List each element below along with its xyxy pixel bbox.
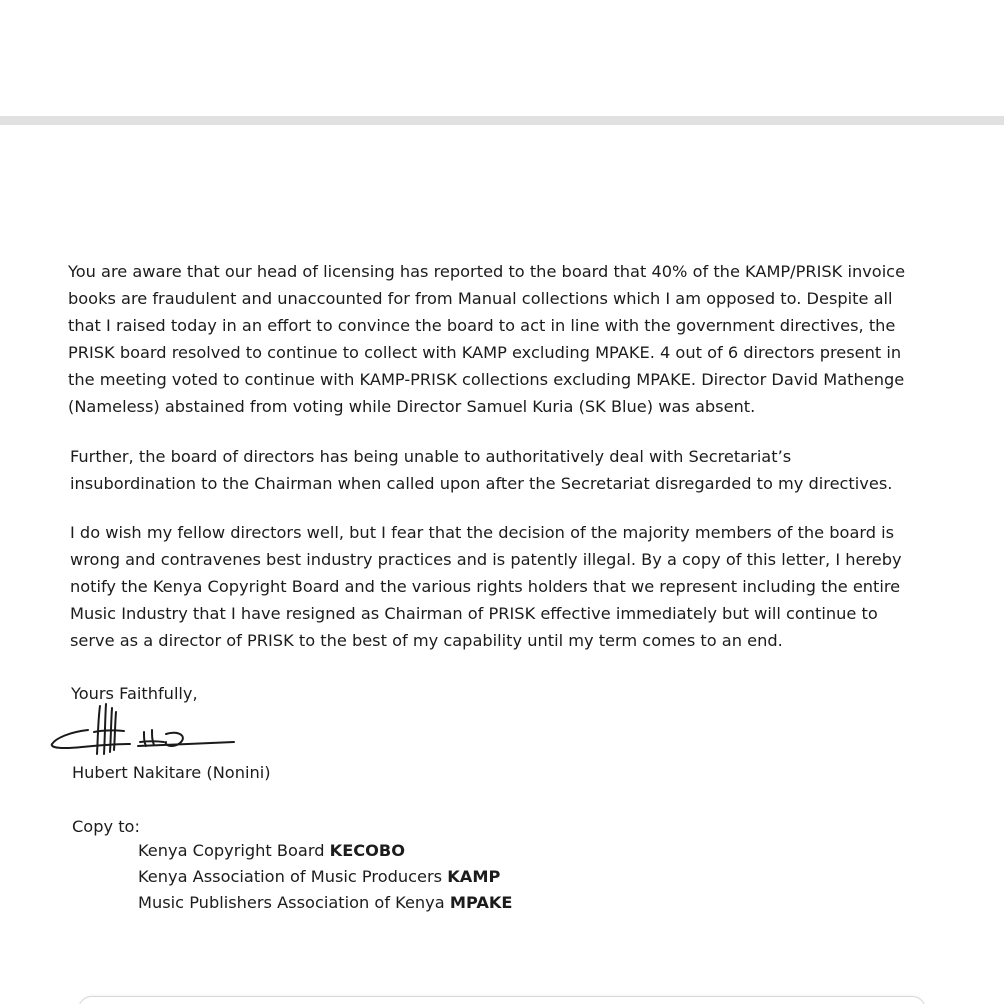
- paragraph-line: You are aware that our head of licensing has reported to the board that 40% of the KAMP/PRISK invoice: [68, 262, 906, 281]
- handwritten-signature: [48, 702, 248, 758]
- paragraph-line: notify the Kenya Copyright Board and the various rights holders that we represent including the entire: [70, 577, 901, 596]
- list-item: [138, 838, 512, 864]
- copy-to-label: Copy to:: [72, 817, 140, 836]
- paragraph-line: the meeting voted to continue with KAMP-PRISK collections excluding MPAKE. Director David Mathenge: [68, 370, 905, 389]
- paragraph-line: Further, the board of directors has being unable to authoritatively deal with Secretariat’s: [70, 447, 792, 466]
- closing-salutation: Yours Faithfully,: [71, 684, 198, 703]
- paragraph-line: books are fraudulent and unaccounted for from Manual collections which I am opposed to. Despite all: [68, 289, 893, 308]
- paragraph-licensing-report: [68, 258, 948, 420]
- recipient-abbr: KECOBO: [329, 841, 405, 860]
- paragraph-line: insubordination to the Chairman when called upon after the Secretariat disregarded to my directives.: [70, 474, 893, 493]
- paragraph-line: PRISK board resolved to continue to collect with KAMP excluding MPAKE. 4 out of 6 directors present in: [68, 343, 902, 362]
- paragraph-line: Music Industry that I have resigned as Chairman of PRISK effective immediately but will continue to: [70, 604, 878, 623]
- paragraph-line: (Nameless) abstained from voting while Director Samuel Kuria (SK Blue) was absent.: [68, 397, 756, 416]
- recipient-abbr: MPAKE: [449, 893, 513, 912]
- paragraph-line: that I raised today in an effort to convince the board to act in line with the government directives, the: [68, 316, 896, 335]
- list-item: [138, 864, 512, 890]
- paragraph-line: I do wish my fellow directors well, but I fear that the decision of the majority members of the board is: [70, 523, 895, 542]
- recipient-name: Music Publishers Association of Kenya: [138, 893, 445, 912]
- signatory-name: Hubert Nakitare (Nonini): [72, 763, 271, 782]
- list-item: [138, 890, 512, 916]
- paragraph-line: wrong and contravenes best industry practices and is patently illegal. By a copy of this letter, I hereby: [70, 550, 902, 569]
- paragraph-resignation: [70, 519, 950, 654]
- recipient-abbr: KAMP: [447, 867, 501, 886]
- recipient-name: Kenya Copyright Board: [138, 841, 325, 860]
- copy-to-list: [138, 838, 512, 916]
- paragraph-insubordination: [70, 443, 950, 497]
- recipient-name: Kenya Association of Music Producers: [138, 867, 443, 886]
- header-divider: [0, 116, 1004, 125]
- paragraph-line: serve as a director of PRISK to the best of my capability until my term comes to an end.: [70, 631, 783, 650]
- bottom-panel-edge: [78, 996, 926, 1004]
